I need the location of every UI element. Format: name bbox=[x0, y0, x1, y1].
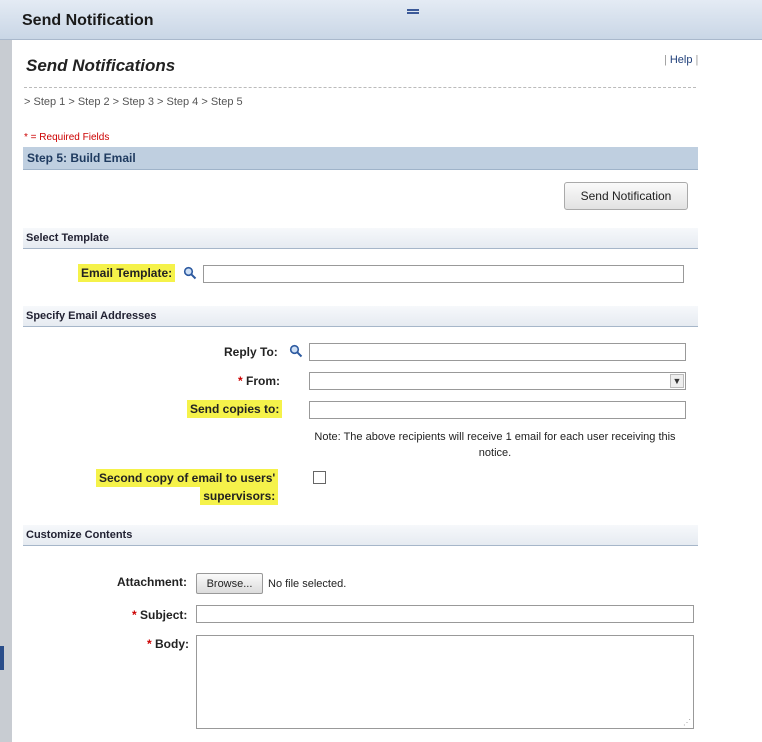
subject-label bbox=[132, 608, 187, 622]
body-label-text: Body: bbox=[155, 637, 190, 651]
from-label bbox=[238, 374, 280, 388]
attachment-label: Attachment: bbox=[117, 575, 188, 589]
email-template-label-text: Email Template: bbox=[78, 264, 175, 282]
required-marker: * bbox=[132, 608, 137, 622]
section-title: Customize Contents bbox=[26, 529, 133, 541]
section-title: Select Template bbox=[26, 232, 109, 244]
window-title: Send Notification bbox=[22, 12, 154, 29]
copies-note: Note: The above recipients will receive 1 email for each user receiving this notice. bbox=[314, 431, 676, 459]
send-copies-label-text: Send copies to: bbox=[187, 400, 282, 418]
from-select[interactable] bbox=[309, 372, 686, 390]
step-title-bar bbox=[23, 147, 698, 170]
resize-grip-icon[interactable]: ⋰ bbox=[683, 718, 691, 727]
background-blue-tab bbox=[0, 646, 4, 670]
section-email-addresses bbox=[23, 306, 698, 327]
background-left-strip bbox=[0, 40, 12, 742]
subject-label-text: Subject: bbox=[140, 608, 188, 622]
section-select-template bbox=[23, 228, 698, 249]
chevron-down-icon[interactable]: ▼ bbox=[670, 374, 684, 388]
help-link-container bbox=[661, 54, 701, 66]
body-label bbox=[147, 637, 189, 651]
email-template-lookup-icon[interactable] bbox=[183, 266, 197, 280]
supervisor-copy-label-line2: supervisors: bbox=[200, 487, 278, 505]
subject-input[interactable] bbox=[196, 605, 694, 623]
from-label-text: From: bbox=[246, 374, 281, 388]
divider bbox=[24, 87, 696, 88]
attachment-status: No file selected. bbox=[268, 578, 347, 590]
section-customize-contents bbox=[23, 525, 698, 546]
breadcrumb-steps: > Step 1 > Step 2 > Step 3 > Step 4 > Step 5 bbox=[24, 96, 243, 108]
email-template-label bbox=[78, 266, 175, 280]
step-title: Step 5: Build Email bbox=[27, 151, 136, 165]
browse-button[interactable]: Browse... bbox=[196, 573, 263, 594]
supervisor-copy-label-line1: Second copy of email to users' bbox=[96, 469, 278, 487]
send-copies-label bbox=[187, 402, 282, 416]
reply-to-label: Reply To: bbox=[224, 345, 278, 359]
page-title: Send Notifications bbox=[26, 56, 176, 75]
window-titlebar bbox=[0, 0, 762, 40]
required-fields-note: * = Required Fields bbox=[24, 132, 110, 143]
body-textarea[interactable] bbox=[196, 635, 694, 729]
send-copies-input[interactable] bbox=[309, 401, 686, 419]
supervisor-copy-label bbox=[96, 469, 278, 505]
drag-handle-icon[interactable] bbox=[407, 9, 419, 14]
section-title: Specify Email Addresses bbox=[26, 310, 157, 322]
required-marker: * bbox=[147, 637, 152, 651]
email-template-input[interactable] bbox=[203, 265, 684, 283]
reply-to-input[interactable] bbox=[309, 343, 686, 361]
reply-to-lookup-icon[interactable] bbox=[289, 344, 303, 358]
help-link[interactable]: Help bbox=[669, 54, 693, 66]
send-notification-button[interactable]: Send Notification bbox=[564, 182, 688, 210]
help-separator-left: | bbox=[664, 54, 667, 66]
help-separator-right: | bbox=[695, 54, 699, 66]
supervisor-copy-checkbox[interactable] bbox=[313, 471, 326, 484]
required-marker: * bbox=[238, 374, 243, 388]
